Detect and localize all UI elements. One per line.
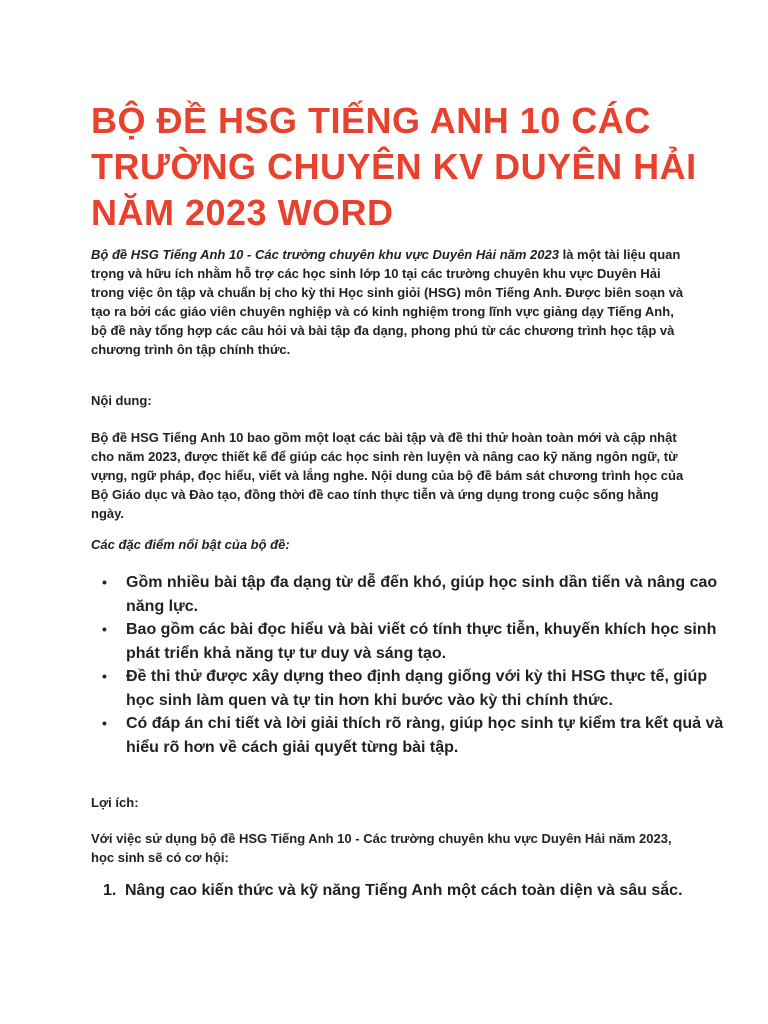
intro-text: là một tài liệu quan trọng và hữu ích nhằm hỗ trợ các học sinh lớp 10 tại các trường chuyên khu vực Duyên Hải trong việc ôn tập và chuẩn bị cho kỳ thi Học sinh giỏi (HSG) môn Tiếng Anh. Được biên soạn và tạo ra bởi các giáo viên chuyên nghiệp và có kinh nghiệm trong lĩnh vực giảng dạy Tiếng Anh, bộ đề này tổng hợp các câu hỏi và bài tập đa dạng, phong phú từ các chương trình học tập và chương trình ôn tập chính thức. [91,247,684,357]
list-number: 1. [103,882,117,899]
list-item-text: Gồm nhiều bài tập đa dạng từ dễ đến khó, giúp học sinh dần tiến và nâng cao năng lực. [126,574,718,615]
list-item [103,879,705,903]
bullet-icon: • [102,574,107,590]
list-item [102,712,726,759]
list-item-text: Nâng cao kiến thức và kỹ năng Tiếng Anh một cách toàn diện và sâu sắc. [125,882,683,899]
intro-paragraph [91,245,691,359]
benefits-heading: Lợi ích: [91,795,139,810]
list-item [102,618,726,665]
bullet-icon: • [102,715,107,731]
bullet-icon: • [102,621,107,637]
list-item [102,665,726,712]
list-item-text: Bao gồm các bài đọc hiểu và bài viết có tính thực tiễn, khuyến khích học sinh phát triển khả năng tự tư duy và sáng tạo. [126,621,717,662]
list-item-text: Có đáp án chi tiết và lời giải thích rõ ràng, giúp học sinh tự kiểm tra kết quả và hiểu rõ hơn về cách giải quyết từng bài tập. [126,715,724,756]
content-heading: Nội dung: [91,393,152,408]
bullet-icon: • [102,668,107,684]
intro-emphasis: Bộ đề HSG Tiếng Anh 10 - Các trường chuyên khu vực Duyên Hải năm 2023 [91,247,559,262]
list-item [102,571,726,618]
list-item-text: Đề thi thử được xây dựng theo định dạng giống với kỳ thi HSG thực tế, giúp học sinh làm quen và tự tin hơn khi bước vào kỳ thi chính thức. [126,668,708,709]
document-title: BỘ ĐỀ HSG TIẾNG ANH 10 CÁC TRƯỜNG CHUYÊN KV DUYÊN HẢI NĂM 2023 WORD [91,100,697,233]
content-paragraph: Bộ đề HSG Tiếng Anh 10 bao gồm một loạt các bài tập và đề thi thử hoàn toàn mới và cập nhật cho năm 2023, được thiết kế để giúp các học sinh rèn luyện và nâng cao kỹ năng ngôn ngữ, từ vựng, ngữ pháp, đọc hiểu, viết và lắng nghe. Nội dung của bộ đề bám sát chương trình học của Bộ Giáo dục và Đào tạo, đồng thời đề cao tính thực tiễn và ứng dụng trong cuộc sống hằng ngày. [91,430,684,521]
features-heading: Các đặc điểm nổi bật của bộ đề: [91,537,290,552]
benefits-list [103,879,705,903]
features-list [91,571,726,759]
benefits-paragraph: Với việc sử dụng bộ đề HSG Tiếng Anh 10 - Các trường chuyên khu vực Duyên Hải năm 2023, học sinh sẽ có cơ hội: [91,831,672,865]
